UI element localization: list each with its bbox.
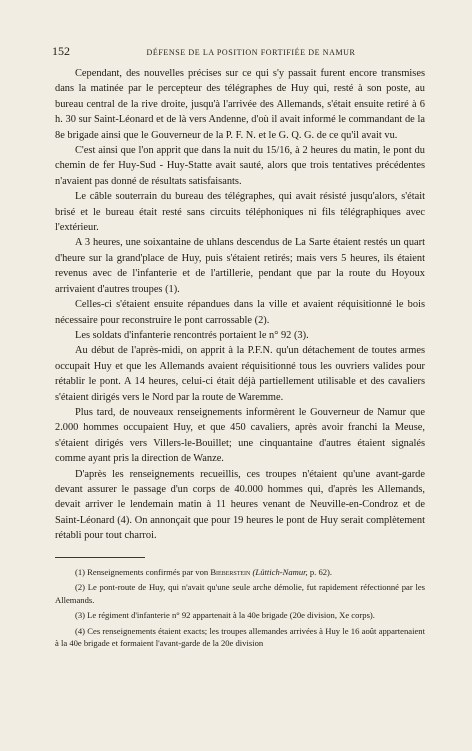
paragraph: D'après les renseignements recueillis, ces troupes n'étaient qu'une avant-garde devant assurer le passage d'un corps de 40.000 hommes qui, d'après les Allemands, devait arriver le lendemain matin à 11 heures venant de Neuville-en-Condroz et de Saint-Léonard (4). On annonçait que pour 19 heures le pont de Huy serait complètement rétabli pour tout charroi. [55,468,425,542]
paragraph: Au début de l'après-midi, on apprit à la P.F.N. qu'un détachement de toutes armes occupait Huy et que les Allemands avaient réquisitionné tous les ouvriers valides pour rétablir le pont. A 14 heures, celui-ci était déjà partiellement utilisable et des cavaliers s'étaient dirigés vers le Nord par la route de Waremme. [55,345,425,403]
paragraph: A 3 heures, une soixantaine de uhlans descendus de La Sarte étaient restés un quart d'heure sur la grand'place de Huy, puis s'étaient retirés; mais vers 5 heures, ils étaient revenus avec de l'infanterie et de l'artillerie, pendant que par la route du Hoyoux arrivaient d'autres troupes (1). [55,237,425,295]
paragraph: Celles-ci s'étaient ensuite répandues dans la ville et avaient réquisitionné le bois nécessaire pour reconstruire le pont carrossable (2). [55,299,425,326]
footnote-1 [55,566,425,578]
running-title: DÉFENSE DE LA POSITION FORTIFIÉE DE NAMUR [146,48,356,57]
page-number: 152 [52,44,70,58]
paragraph: Cependant, des nouvelles précises sur ce qui s'y passait furent encore transmises dans la matinée par le percepteur des télégraphes de Huy qui, resté à son poste, au bureau central de la rive droite, jusqu'à l'arrivée des Allemands, s'était ensuite retiré à 6 h. 30 sur Saint-Léonard et de là vers Andenne, d'où il avait informé le commandant de la 8e brigade ainsi que le Gouverneur de la P. F. N. et le G. Q. G. de ce qu'il avait vu. [55,68,425,141]
body-text [55,66,425,544]
footnote-1-work: (Lüttich-Namur, [252,567,308,577]
page-header [52,44,430,59]
footnote-2: (2) Le pont-route de Huy, qui n'avait qu'une seule arche démolie, fut rapidement réfectionné par les Allemands. [55,582,425,605]
footnote-4: (4) Ces renseignements étaient exacts; les troupes allemandes arrivées à Huy le 16 août appartenaient à la 40e brigade et formaient l'avant-garde de la 20e division [55,625,425,649]
footnote-1-suffix: p. 62). [307,567,333,577]
footnotes [55,566,425,652]
paragraph: C'est ainsi que l'on apprit que dans la nuit du 15/16, à 2 heures du matin, le pont du chemin de fer Huy-Sud - Huy-Statte avait sauté, alors que trois tentatives précédentes n'avaient pas donné de résultats satisfaisants. [55,145,425,187]
paragraph: Plus tard, de nouveaux renseignements informèrent le Gouverneur de Namur que 2.000 hommes occupaient Huy, et que 450 cavaliers, après avoir franchi la Meuse, s'étaient dirigés vers Villers-le-Bouillet; une cinquantaine d'autres étaient signalés comme ayant pris la direction de Wanze. [55,406,425,465]
paragraph: Les soldats d'infanterie rencontrés portaient le n° 92 (3). [75,329,309,341]
paragraph: Le câble souterrain du bureau des télégraphes, qui avait résisté jusqu'alors, s'était brisé et le bureau était resté sans circuits téléphoniques ni fils télégraphiques avec l'extérieur. [55,191,425,234]
footnote-separator [55,557,145,558]
footnote-1-prefix: (1) Renseignements confirmés par von [75,567,211,577]
footnote-3: (3) Le régiment d'infanterie n° 92 appartenait à la 40e brigade (20e division, Xe corps). [75,610,375,621]
footnote-1-author: Bieberstein [210,567,251,577]
